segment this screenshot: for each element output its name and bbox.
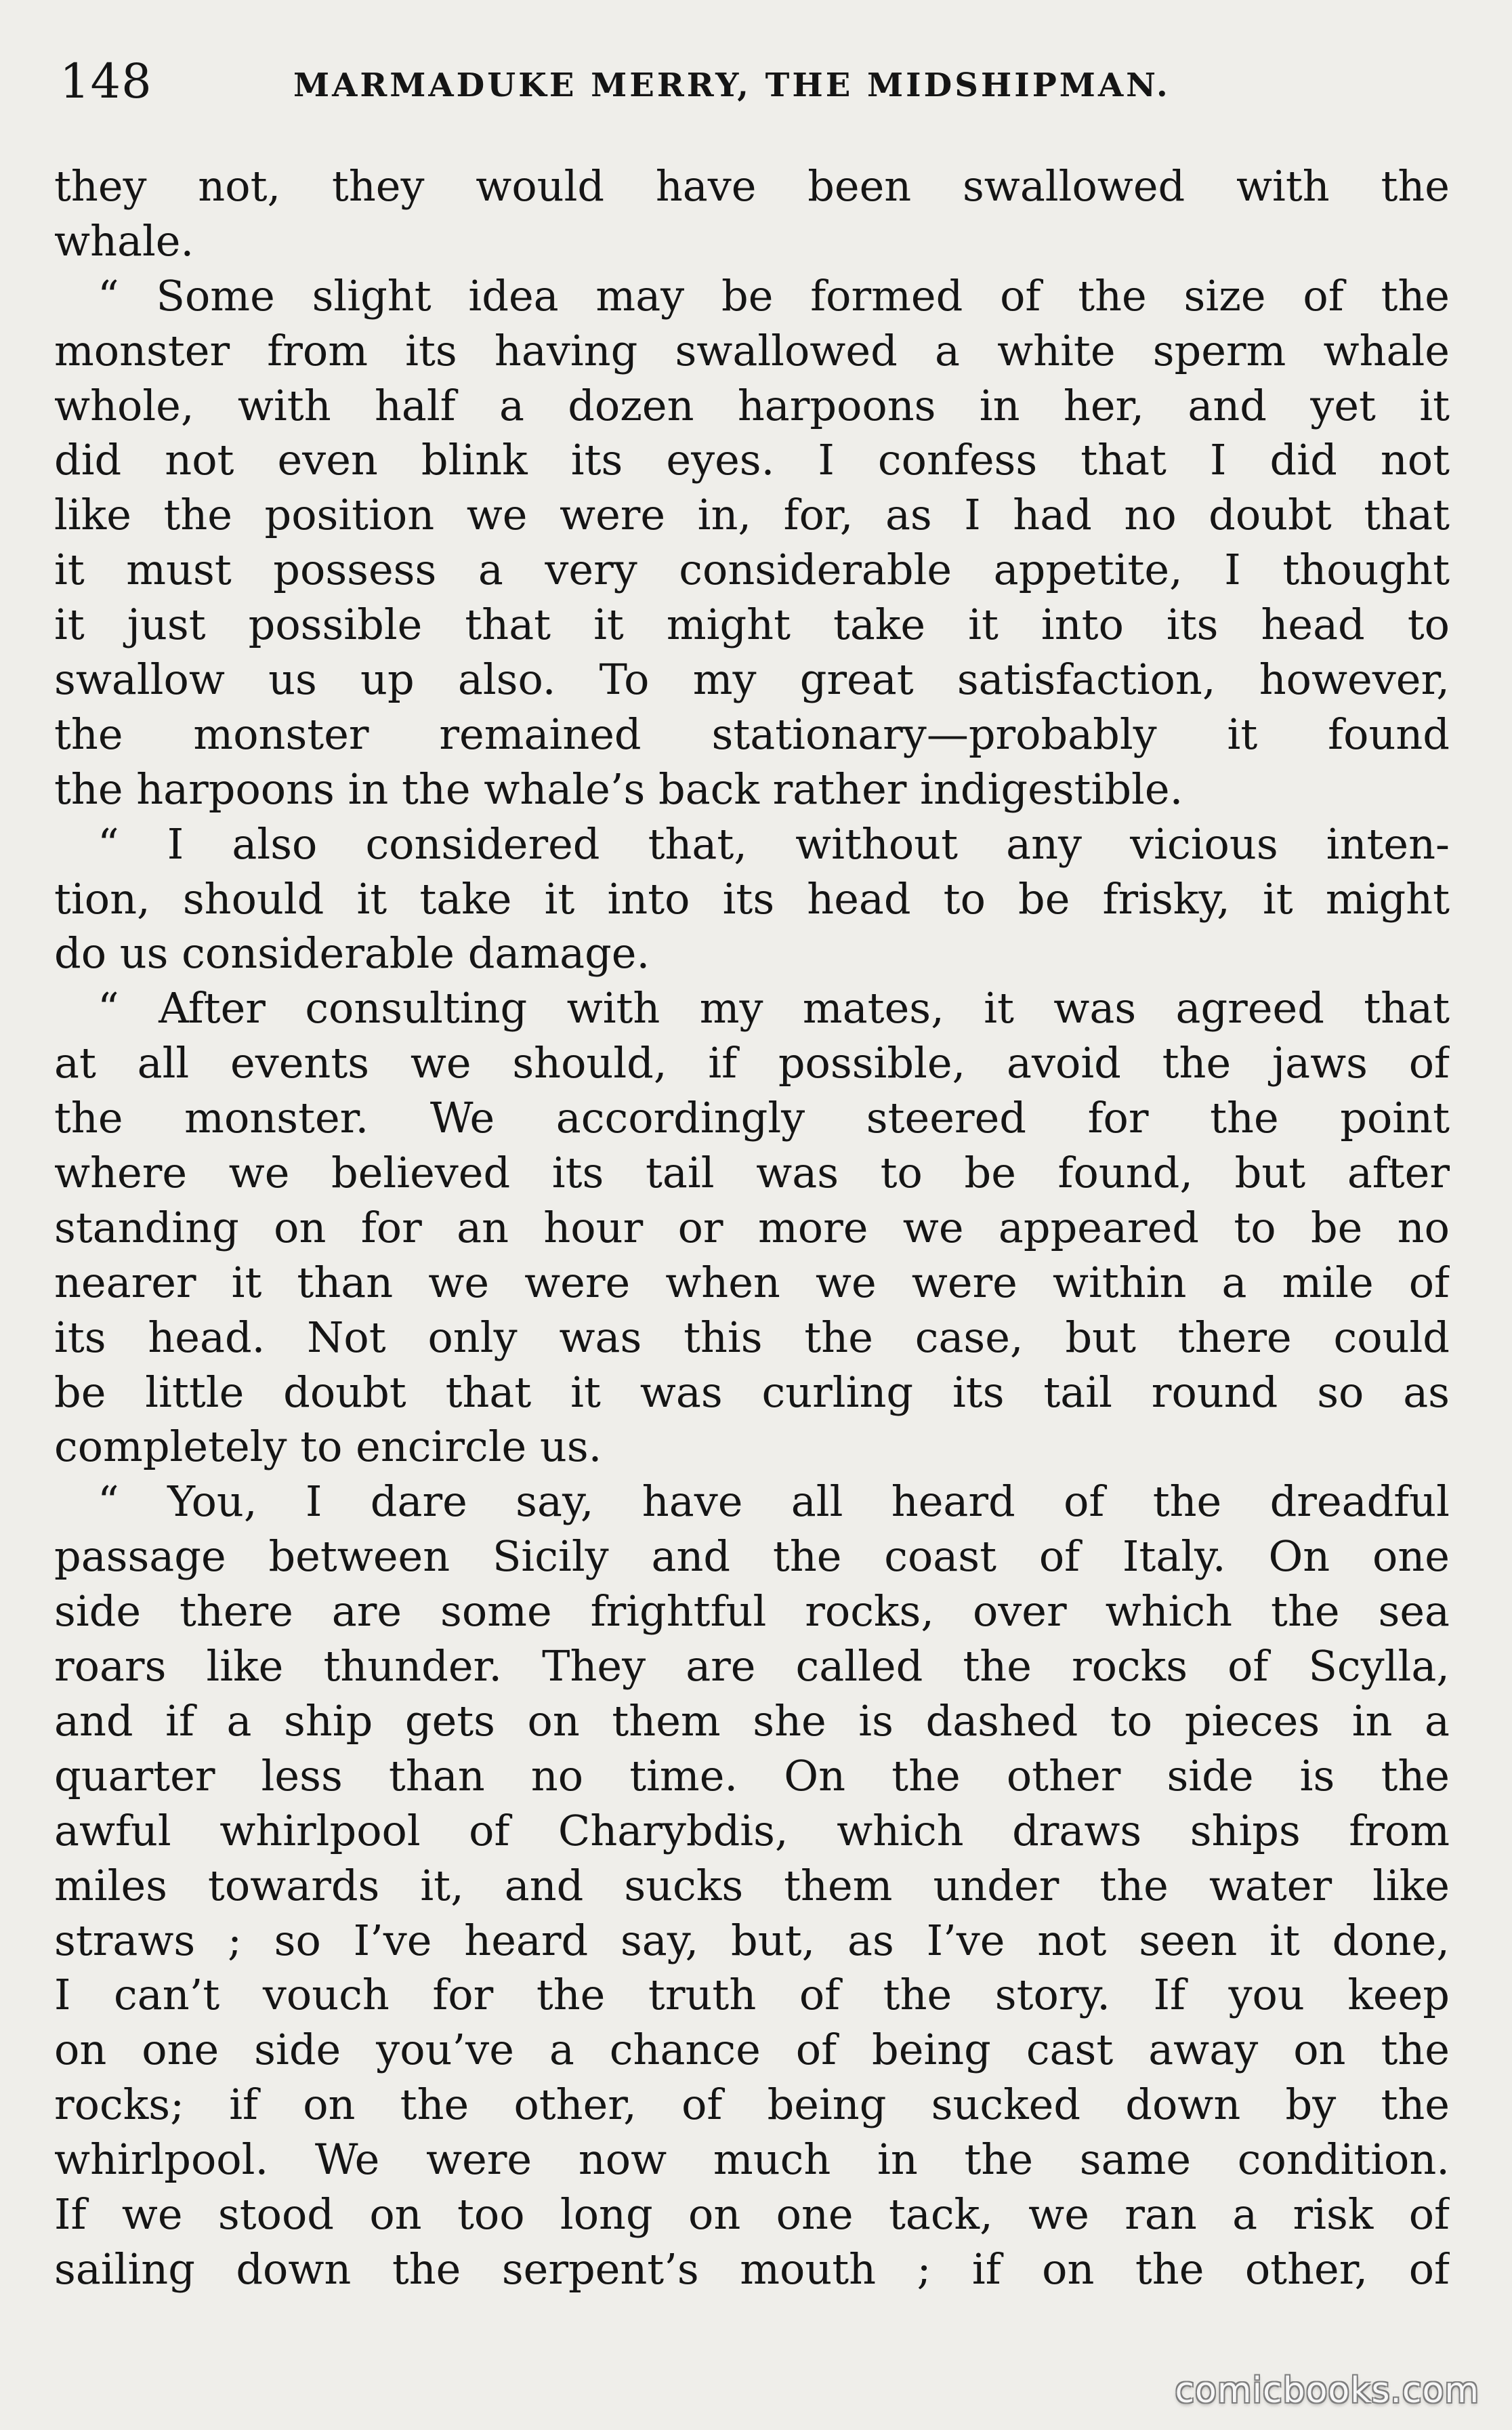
text-line: its head. Not only was this the case, but there could [54,1312,1450,1362]
text-line: quarter less than no time. On the other side is the [54,1750,1450,1800]
text-line: “ After consulting with my mates, it was agreed that [98,983,1450,1033]
text-line: miles towards it, and sucks them under the water like [54,1860,1450,1910]
text-line: they not, they would have been swallowed with the [54,161,1450,211]
text-line: and if a ship gets on them she is dashed to pieces in a [54,1695,1450,1746]
text-line: on one side you’ve a chance of being cast away on the [54,2025,1450,2075]
text-line: completely to encircle us. [54,1422,602,1472]
text-line: roars like thunder. They are called the rocks of Scylla, [54,1641,1450,1691]
text-line: tion, should it take it into its head to be frisky, it might [54,873,1450,924]
text-line: it just possible that it might take it into its head to [54,600,1450,650]
text-line: standing on for an hour or more we appeared to be no [54,1202,1450,1252]
text-line: whole, with half a dozen harpoons in her, and yet it [54,380,1450,430]
page-body [54,159,1450,2297]
text-line: like the position we were in, for, as I had no doubt that [54,490,1450,540]
text-line: at all events we should, if possible, avoid the jaws of [54,1038,1450,1088]
text-line: the harpoons in the whale’s back rather indigestible. [54,764,1183,814]
text-line: do us considerable damage. [54,928,650,979]
text-line: whale. [54,215,194,266]
text-line: straws ; so I’ve heard say, but, as I’ve not seen it done, [54,1915,1450,1965]
page-number: 148 [60,54,152,109]
text-line: it must possess a very considerable appetite, I thought [54,545,1450,595]
watermark: comicbooks.com [1175,2370,1479,2411]
text-line: the monster. We accordingly steered for the point [54,1093,1450,1143]
text-line: “ You, I dare say, have all heard of the dreadful [98,1477,1450,1527]
text-line: nearer it than we were when we were within a mile of [54,1257,1450,1307]
text-line: swallow us up also. To my great satisfaction, however, [54,655,1450,705]
text-line: did not even blink its eyes. I confess that I did not [54,435,1450,485]
text-line: “ Some slight idea may be formed of the size of the [98,270,1450,321]
text-line: where we believed its tail was to be found, but after [54,1148,1450,1198]
text-line: sailing down the serpent’s mouth ; if on the other, of [54,2244,1450,2294]
text-line: side there are some frightful rocks, over which the sea [54,1586,1450,1636]
text-line: If we stood on too long on one tack, we ran a risk of [54,2189,1450,2239]
text-line: be little doubt that it was curling its tail round so as [54,1367,1450,1417]
text-line: awful whirlpool of Charybdis, which draws ships from [54,1805,1450,1855]
text-line: “ I also considered that, without any vicious inten- [98,819,1450,869]
running-head: MARMADUKE MERRY, THE MIDSHIPMAN. [293,66,1171,104]
text-line: whirlpool. We were now much in the same condition. [54,2135,1450,2185]
text-line: the monster remained stationary—probably it found [54,709,1450,759]
text-line: I can’t vouch for the truth of the story. If you keep [54,1970,1450,2020]
page-header [60,47,1442,122]
text-line: rocks; if on the other, of being sucked down by the [54,2080,1450,2130]
text-line: passage between Sicily and the coast of Italy. On one [54,1531,1450,1582]
text-line: monster from its having swallowed a white sperm whale [54,325,1450,375]
